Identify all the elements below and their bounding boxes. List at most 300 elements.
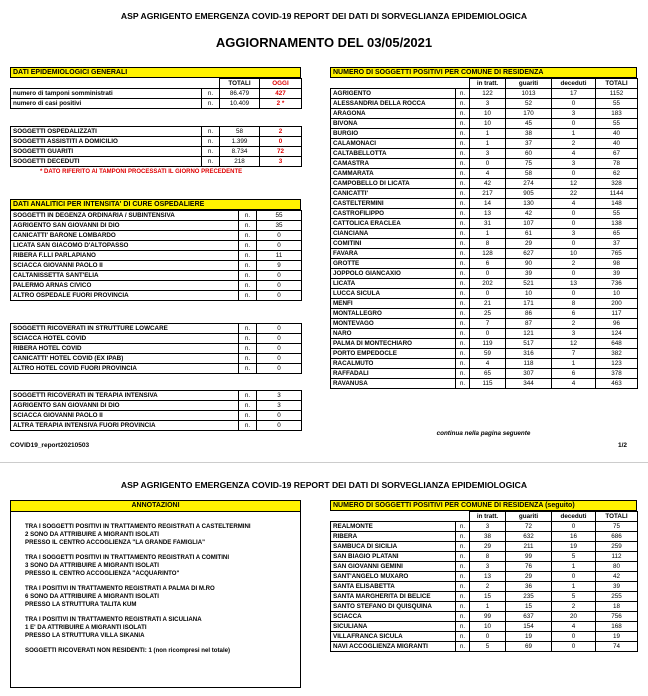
comune-deceduti: 5 bbox=[552, 552, 596, 562]
comune-deceduti: 4 bbox=[552, 199, 596, 209]
comune-guariti: 211 bbox=[506, 542, 552, 552]
comune-in-trattamento: 13 bbox=[470, 209, 506, 219]
intensity-unit: n. bbox=[239, 251, 257, 261]
comune-totali: 75 bbox=[596, 522, 638, 532]
comune-in-trattamento: 122 bbox=[470, 89, 506, 99]
intensity-value: 9 bbox=[257, 261, 302, 271]
comune-unit: n. bbox=[456, 179, 470, 189]
comune-deceduti: 2 bbox=[552, 139, 596, 149]
comune-row bbox=[331, 632, 638, 642]
comune-row bbox=[331, 552, 638, 562]
row-label: numero di tamponi somministrati bbox=[11, 89, 202, 99]
comune-totali: 328 bbox=[596, 179, 638, 189]
comuni-col-header: TOTALI bbox=[596, 79, 638, 89]
comune-guariti: 42 bbox=[506, 209, 552, 219]
comune-in-trattamento: 115 bbox=[470, 379, 506, 389]
comuni-col-header: in tratt. bbox=[470, 79, 506, 89]
comune-deceduti: 0 bbox=[552, 269, 596, 279]
comune-name: SAN GIOVANNI GEMINI bbox=[331, 562, 456, 572]
annotation-line: TRA I POSITIVI IN TRATTAMENTO REGISTRATI A PALMA DI M.RO bbox=[25, 585, 215, 592]
comune-guariti: 344 bbox=[506, 379, 552, 389]
comune-guariti: 86 bbox=[506, 309, 552, 319]
comune-name: CALTABELLOTTA bbox=[331, 149, 456, 159]
comune-guariti: 87 bbox=[506, 319, 552, 329]
comune-guariti: 170 bbox=[506, 109, 552, 119]
comune-guariti: 521 bbox=[506, 279, 552, 289]
general-data-header: DATI EPIDEMIOLOGICI GENERALI bbox=[10, 67, 301, 78]
comune-guariti: 121 bbox=[506, 329, 552, 339]
intensity-unit: n. bbox=[239, 231, 257, 241]
intensity-table-degenza bbox=[10, 210, 302, 301]
intensity-unit: n. bbox=[239, 281, 257, 291]
intensity-value: 0 bbox=[257, 334, 302, 344]
comune-guariti: 52 bbox=[506, 99, 552, 109]
comune-unit: n. bbox=[456, 169, 470, 179]
row-label: SOGGETTI DECEDUTI bbox=[11, 157, 202, 167]
comuni-seguito-table bbox=[330, 511, 638, 652]
comune-deceduti: 13 bbox=[552, 279, 596, 289]
comune-in-trattamento: 119 bbox=[470, 339, 506, 349]
comune-deceduti: 10 bbox=[552, 249, 596, 259]
intensity-value: 11 bbox=[257, 251, 302, 261]
comune-unit: n. bbox=[456, 642, 470, 652]
comune-guariti: 627 bbox=[506, 249, 552, 259]
comune-deceduti: 0 bbox=[552, 169, 596, 179]
row-total: 1.399 bbox=[220, 137, 260, 147]
intensity-value: 0 bbox=[257, 281, 302, 291]
intensity-row bbox=[11, 221, 302, 231]
comune-guariti: 316 bbox=[506, 349, 552, 359]
row-today: 0 bbox=[260, 137, 302, 147]
intensity-row bbox=[11, 231, 302, 241]
intensity-label: SOGGETTI RICOVERATI IN STRUTTURE LOWCARE bbox=[11, 324, 239, 334]
comune-guariti: 37 bbox=[506, 139, 552, 149]
intensity-value: 0 bbox=[257, 354, 302, 364]
row-total: 218 bbox=[220, 157, 260, 167]
row-unit: n. bbox=[202, 137, 220, 147]
intensity-unit: n. bbox=[239, 354, 257, 364]
intensity-label: SCIACCA GIOVANNI PAOLO II bbox=[11, 261, 239, 271]
comune-row bbox=[331, 329, 638, 339]
comune-row bbox=[331, 572, 638, 582]
comune-totali: 183 bbox=[596, 109, 638, 119]
comune-row bbox=[331, 189, 638, 199]
row-unit: n. bbox=[202, 99, 220, 109]
intensity-table-lowcare bbox=[10, 323, 302, 374]
page1-title: ASP AGRIGENTO EMERGENZA COVID-19 REPORT DEI DATI DI SORVEGLIANZA EPIDEMIOLOGICA bbox=[120, 11, 528, 21]
comune-totali: 148 bbox=[596, 199, 638, 209]
intensity-row bbox=[11, 334, 302, 344]
intensity-unit: n. bbox=[239, 334, 257, 344]
comune-in-trattamento: 99 bbox=[470, 612, 506, 622]
intensity-unit: n. bbox=[239, 241, 257, 251]
annotation-line: PRESSO LA STRUTTURA TALITA KUM bbox=[25, 601, 137, 608]
comune-in-trattamento: 0 bbox=[470, 632, 506, 642]
page1-subtitle: AGGIORNAMENTO DEL 03/05/2021 bbox=[215, 35, 433, 50]
intensity-label: SCIACCA GIOVANNI PAOLO II bbox=[11, 411, 239, 421]
intensity-row bbox=[11, 354, 302, 364]
comune-unit: n. bbox=[456, 129, 470, 139]
row-label: SOGGETTI OSPEDALIZZATI bbox=[11, 127, 202, 137]
comune-name: CATTOLICA ERACLEA bbox=[331, 219, 456, 229]
comune-deceduti: 0 bbox=[552, 119, 596, 129]
intensity-value: 0 bbox=[257, 344, 302, 354]
comune-name: RAVANUSA bbox=[331, 379, 456, 389]
comune-guariti: 517 bbox=[506, 339, 552, 349]
intensity-unit: n. bbox=[239, 261, 257, 271]
intensity-label: AGRIGENTO SAN GIOVANNI DI DIO bbox=[11, 221, 239, 231]
comune-name: AGRIGENTO bbox=[331, 89, 456, 99]
comune-unit: n. bbox=[456, 369, 470, 379]
intensity-row bbox=[11, 271, 302, 281]
annotation-line: TRA I SOGGETTI POSITIVI IN TRATTAMENTO REGISTRATI A COMITINI bbox=[25, 554, 230, 561]
annotations-box bbox=[10, 500, 301, 688]
comune-guariti: 107 bbox=[506, 219, 552, 229]
comune-totali: 378 bbox=[596, 369, 638, 379]
comune-unit: n. bbox=[456, 542, 470, 552]
comune-deceduti: 2 bbox=[552, 319, 596, 329]
intensity-value: 0 bbox=[257, 271, 302, 281]
comune-in-trattamento: 0 bbox=[470, 289, 506, 299]
row-unit: n. bbox=[202, 157, 220, 167]
comune-unit: n. bbox=[456, 109, 470, 119]
comune-guariti: 29 bbox=[506, 572, 552, 582]
comune-row bbox=[331, 622, 638, 632]
comuni-colheaders bbox=[331, 79, 638, 89]
comune-row bbox=[331, 119, 638, 129]
annotation-line: PRESSO LA STRUTTURA VILLA SIKANIA bbox=[25, 632, 145, 639]
comune-unit: n. bbox=[456, 339, 470, 349]
row-today: 3 bbox=[260, 157, 302, 167]
intensity-label: PALERMO ARNAS CIVICO bbox=[11, 281, 239, 291]
comune-name: CIANCIANA bbox=[331, 229, 456, 239]
comune-unit: n. bbox=[456, 612, 470, 622]
comune-unit: n. bbox=[456, 149, 470, 159]
comune-unit: n. bbox=[456, 289, 470, 299]
intensity-unit: n. bbox=[239, 401, 257, 411]
comune-guariti: 39 bbox=[506, 269, 552, 279]
comune-name: PALMA DI MONTECHIARO bbox=[331, 339, 456, 349]
comune-name: VILLAFRANCA SICULA bbox=[331, 632, 456, 642]
comune-in-trattamento: 13 bbox=[470, 572, 506, 582]
comune-deceduti: 20 bbox=[552, 612, 596, 622]
comune-deceduti: 12 bbox=[552, 179, 596, 189]
comune-unit: n. bbox=[456, 622, 470, 632]
comuni-col-header: guariti bbox=[506, 79, 552, 89]
comune-name: BIVONA bbox=[331, 119, 456, 129]
comune-unit: n. bbox=[456, 199, 470, 209]
intensity-row bbox=[11, 261, 302, 271]
comune-row bbox=[331, 289, 638, 299]
intensity-label: RIBERA F.LLI PARLAPIANO bbox=[11, 251, 239, 261]
intensity-group-total-row bbox=[11, 324, 302, 334]
annotation-line: PRESSO IL CENTRO ACCOGLIENZA "LA GRANDE FAMIGLIA" bbox=[25, 539, 206, 546]
comune-in-trattamento: 31 bbox=[470, 219, 506, 229]
comune-unit: n. bbox=[456, 522, 470, 532]
comune-in-trattamento: 42 bbox=[470, 179, 506, 189]
comune-deceduti: 0 bbox=[552, 642, 596, 652]
comune-totali: 382 bbox=[596, 349, 638, 359]
intensity-label: RIBERA HOTEL COVID bbox=[11, 344, 239, 354]
comune-in-trattamento: 0 bbox=[470, 269, 506, 279]
comune-name: SICULIANA bbox=[331, 622, 456, 632]
comune-totali: 40 bbox=[596, 139, 638, 149]
general-data-row bbox=[11, 147, 302, 157]
comune-in-trattamento: 1 bbox=[470, 229, 506, 239]
comune-deceduti: 1 bbox=[552, 562, 596, 572]
intensity-unit: n. bbox=[239, 221, 257, 231]
comune-totali: 123 bbox=[596, 359, 638, 369]
intensity-label: ALTRA TERAPIA INTENSIVA FUORI PROVINCIA bbox=[11, 421, 239, 431]
comune-deceduti: 3 bbox=[552, 159, 596, 169]
comune-in-trattamento: 7 bbox=[470, 319, 506, 329]
comune-totali: 686 bbox=[596, 532, 638, 542]
comune-deceduti: 3 bbox=[552, 229, 596, 239]
comune-in-trattamento: 128 bbox=[470, 249, 506, 259]
general-data-row bbox=[11, 157, 302, 167]
comune-guariti: 76 bbox=[506, 562, 552, 572]
comune-row bbox=[331, 219, 638, 229]
intensity-row bbox=[11, 401, 302, 411]
comune-totali: 62 bbox=[596, 169, 638, 179]
comuni-table bbox=[330, 78, 638, 389]
comune-totali: 200 bbox=[596, 299, 638, 309]
comune-guariti: 19 bbox=[506, 632, 552, 642]
comune-deceduti: 16 bbox=[552, 532, 596, 542]
comune-deceduti: 2 bbox=[552, 602, 596, 612]
comune-in-trattamento: 3 bbox=[470, 149, 506, 159]
comune-totali: 42 bbox=[596, 572, 638, 582]
general-data-row bbox=[11, 137, 302, 147]
comune-totali: 138 bbox=[596, 219, 638, 229]
comune-in-trattamento: 1 bbox=[470, 139, 506, 149]
continua-note: continua nella pagina seguente bbox=[436, 430, 531, 437]
comune-name: CAMMARATA bbox=[331, 169, 456, 179]
comune-totali: 96 bbox=[596, 319, 638, 329]
annotation-line bbox=[25, 640, 300, 647]
intensity-row bbox=[11, 411, 302, 421]
comune-row bbox=[331, 249, 638, 259]
comune-name: CASTELTERMINI bbox=[331, 199, 456, 209]
annotation-line: 2 SONO DA ATTRIBUIRE A MIGRANTI ISOLATI bbox=[25, 531, 159, 538]
comune-totali: 37 bbox=[596, 239, 638, 249]
comune-totali: 124 bbox=[596, 329, 638, 339]
comune-totali: 117 bbox=[596, 309, 638, 319]
comune-guariti: 1013 bbox=[506, 89, 552, 99]
comune-row bbox=[331, 592, 638, 602]
comune-in-trattamento: 10 bbox=[470, 109, 506, 119]
intensity-label: CANICATTI' HOTEL COVID (EX IPAB) bbox=[11, 354, 239, 364]
comune-name: SAMBUCA DI SICILIA bbox=[331, 542, 456, 552]
comune-unit: n. bbox=[456, 189, 470, 199]
comune-deceduti: 4 bbox=[552, 149, 596, 159]
intensity-row bbox=[11, 344, 302, 354]
row-today: 427 bbox=[260, 89, 302, 99]
comune-totali: 74 bbox=[596, 642, 638, 652]
annotation-line: 6 SONO DA ATTRIBUIRE A MIGRANTI ISOLATI bbox=[25, 593, 159, 600]
comune-name: MONTALLEGRO bbox=[331, 309, 456, 319]
comune-unit: n. bbox=[456, 602, 470, 612]
comune-deceduti: 1 bbox=[552, 582, 596, 592]
comune-name: GROTTE bbox=[331, 259, 456, 269]
row-today: 72 bbox=[260, 147, 302, 157]
general-data-row bbox=[11, 99, 302, 109]
comune-deceduti: 0 bbox=[552, 572, 596, 582]
comune-deceduti: 0 bbox=[552, 289, 596, 299]
comuni-header: NUMERO DI SOGGETTI POSITIVI PER COMUNE DI RESIDENZA bbox=[330, 67, 637, 78]
comune-unit: n. bbox=[456, 552, 470, 562]
comune-unit: n. bbox=[456, 329, 470, 339]
comune-name: NAVI ACCOGLIENZA MIGRANTI bbox=[331, 642, 456, 652]
comune-in-trattamento: 1 bbox=[470, 129, 506, 139]
comune-in-trattamento: 217 bbox=[470, 189, 506, 199]
comune-row bbox=[331, 602, 638, 612]
blank-cell bbox=[456, 79, 470, 89]
row-total: 58 bbox=[220, 127, 260, 137]
intensity-value: 3 bbox=[257, 391, 302, 401]
annotation-line: TRA I POSITIVI IN TRATTAMENTO REGISTRATI A SICULIANA bbox=[25, 616, 202, 623]
comune-guariti: 29 bbox=[506, 239, 552, 249]
comune-totali: 55 bbox=[596, 209, 638, 219]
comune-unit: n. bbox=[456, 209, 470, 219]
row-total: 10.409 bbox=[220, 99, 260, 109]
intensity-row bbox=[11, 421, 302, 431]
page2-title: ASP AGRIGENTO EMERGENZA COVID-19 REPORT DEI DATI DI SORVEGLIANZA EPIDEMIOLOGICA bbox=[120, 480, 528, 490]
comune-unit: n. bbox=[456, 159, 470, 169]
intensity-value: 35 bbox=[257, 221, 302, 231]
comune-row bbox=[331, 139, 638, 149]
blank-cell bbox=[456, 512, 470, 522]
comune-name: CALAMONACI bbox=[331, 139, 456, 149]
annotation-line: SOGGETTI RICOVERATI NON RESIDENTI: 1 (non ricompresi nel totale) bbox=[25, 647, 231, 654]
row-today: 2 * bbox=[260, 99, 302, 109]
intensity-unit: n. bbox=[239, 364, 257, 374]
comune-totali: 55 bbox=[596, 99, 638, 109]
comune-totali: 1144 bbox=[596, 189, 638, 199]
comune-unit: n. bbox=[456, 582, 470, 592]
comune-guariti: 45 bbox=[506, 119, 552, 129]
intensity-value: 0 bbox=[257, 241, 302, 251]
comune-totali: 1152 bbox=[596, 89, 638, 99]
intensity-label: LICATA SAN GIACOMO D'ALTOPASSO bbox=[11, 241, 239, 251]
comune-row bbox=[331, 369, 638, 379]
comune-guariti: 130 bbox=[506, 199, 552, 209]
col-totali: TOTALI bbox=[220, 79, 260, 89]
comune-totali: 463 bbox=[596, 379, 638, 389]
comune-row bbox=[331, 99, 638, 109]
comune-in-trattamento: 8 bbox=[470, 552, 506, 562]
comune-row bbox=[331, 209, 638, 219]
comune-totali: 55 bbox=[596, 119, 638, 129]
comune-guariti: 38 bbox=[506, 129, 552, 139]
comune-totali: 255 bbox=[596, 592, 638, 602]
intensity-label: ALTRO HOTEL COVID FUORI PROVINCIA bbox=[11, 364, 239, 374]
annotations-header: ANNOTAZIONI bbox=[11, 501, 300, 512]
comune-totali: 648 bbox=[596, 339, 638, 349]
comune-name: RACALMUTO bbox=[331, 359, 456, 369]
intensity-unit: n. bbox=[239, 411, 257, 421]
comune-guariti: 69 bbox=[506, 642, 552, 652]
comuni-colheaders bbox=[331, 512, 638, 522]
comune-unit: n. bbox=[456, 299, 470, 309]
comune-guariti: 632 bbox=[506, 532, 552, 542]
comune-deceduti: 6 bbox=[552, 369, 596, 379]
comune-guariti: 15 bbox=[506, 602, 552, 612]
comune-unit: n. bbox=[456, 269, 470, 279]
comune-totali: 67 bbox=[596, 149, 638, 159]
intensity-label: CANICATTI' BARONE LOMBARDO bbox=[11, 231, 239, 241]
comune-totali: 98 bbox=[596, 259, 638, 269]
comune-deceduti: 3 bbox=[552, 329, 596, 339]
comune-in-trattamento: 0 bbox=[470, 329, 506, 339]
comune-name: LUCCA SICULA bbox=[331, 289, 456, 299]
comune-row bbox=[331, 379, 638, 389]
comune-name: SANTA MARGHERITA DI BELICE bbox=[331, 592, 456, 602]
comune-unit: n. bbox=[456, 249, 470, 259]
comune-deceduti: 0 bbox=[552, 209, 596, 219]
comune-deceduti: 1 bbox=[552, 359, 596, 369]
comune-name: CASTROFILIPPO bbox=[331, 209, 456, 219]
comune-unit: n. bbox=[456, 572, 470, 582]
comune-totali: 765 bbox=[596, 249, 638, 259]
row-total: 8.734 bbox=[220, 147, 260, 157]
comune-name: ARAGONA bbox=[331, 109, 456, 119]
comune-name: CAMASTRA bbox=[331, 159, 456, 169]
comune-guariti: 905 bbox=[506, 189, 552, 199]
intensity-unit: n. bbox=[239, 211, 257, 221]
intensity-row bbox=[11, 241, 302, 251]
comune-unit: n. bbox=[456, 562, 470, 572]
comune-row bbox=[331, 199, 638, 209]
comune-unit: n. bbox=[456, 632, 470, 642]
comune-deceduti: 17 bbox=[552, 89, 596, 99]
comune-deceduti: 7 bbox=[552, 349, 596, 359]
comune-in-trattamento: 1 bbox=[470, 602, 506, 612]
comune-in-trattamento: 10 bbox=[470, 622, 506, 632]
comune-in-trattamento: 0 bbox=[470, 159, 506, 169]
comune-unit: n. bbox=[456, 592, 470, 602]
comune-row bbox=[331, 89, 638, 99]
comune-in-trattamento: 3 bbox=[470, 562, 506, 572]
comune-row bbox=[331, 522, 638, 532]
comune-totali: 736 bbox=[596, 279, 638, 289]
general-data-colheaders bbox=[11, 79, 302, 89]
comune-name: ALESSANDRIA DELLA ROCCA bbox=[331, 99, 456, 109]
intensity-row bbox=[11, 291, 302, 301]
comune-deceduti: 4 bbox=[552, 622, 596, 632]
comune-name: BURGIO bbox=[331, 129, 456, 139]
intensity-value: 0 bbox=[257, 324, 302, 334]
comune-in-trattamento: 38 bbox=[470, 532, 506, 542]
comune-in-trattamento: 14 bbox=[470, 199, 506, 209]
comune-name: LICATA bbox=[331, 279, 456, 289]
comune-totali: 19 bbox=[596, 632, 638, 642]
comune-deceduti: 4 bbox=[552, 379, 596, 389]
comune-name: SANT'ANGELO MUXARO bbox=[331, 572, 456, 582]
comune-in-trattamento: 5 bbox=[470, 642, 506, 652]
comune-unit: n. bbox=[456, 119, 470, 129]
comune-totali: 39 bbox=[596, 269, 638, 279]
intensity-value: 3 bbox=[257, 401, 302, 411]
comune-guariti: 90 bbox=[506, 259, 552, 269]
comune-row bbox=[331, 309, 638, 319]
comune-unit: n. bbox=[456, 89, 470, 99]
comune-in-trattamento: 2 bbox=[470, 582, 506, 592]
comune-deceduti: 0 bbox=[552, 239, 596, 249]
intensity-unit: n. bbox=[239, 421, 257, 431]
comune-totali: 756 bbox=[596, 612, 638, 622]
comune-guariti: 307 bbox=[506, 369, 552, 379]
